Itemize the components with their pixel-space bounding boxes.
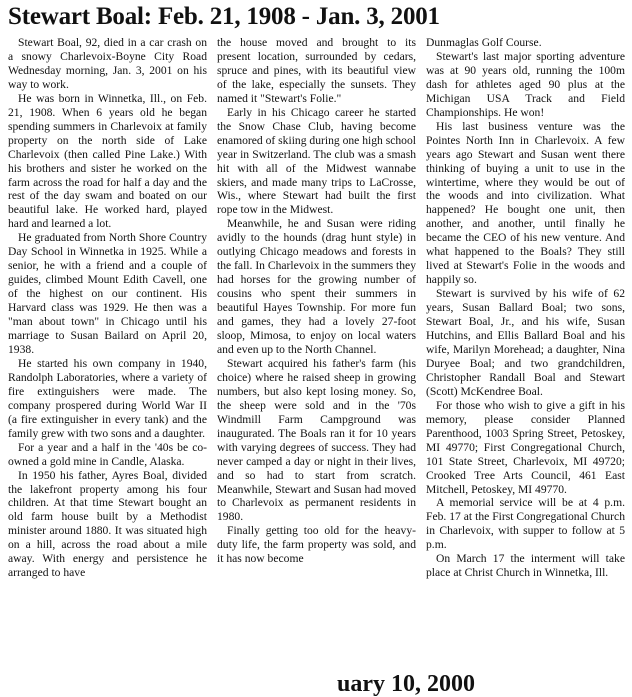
article-paragraph: He graduated from North Shore Country Day School in Winnetka in 1925. While a senior, he with a friend and a couple of guides, climbed Mount Edith Cavell, one of the highest on our continent. His Harvard class was 1929. He then was a "man about town" in Chicago until his marriage to Susan Bailard on April 20, 1938. [8, 231, 207, 356]
article-paragraph: Finally getting too old for the heavy-duty life, the farm property was sold, and it has now become [217, 524, 416, 566]
article-paragraph: Stewart acquired his father's farm (his choice) where he raised sheep in growing numbers, but also kept losing money. So, the sheep were sold and in the '70s Windmill Farm Campground was inaugurated. The Boals ran it for 10 years with varying degrees of success. They had never camped a day or night in their lives, and so had to start from scratch. Meanwhile, Stewart and Susan had moved to Charlevoix as permanent residents in 1980. [217, 356, 416, 524]
column-3 [426, 36, 625, 580]
article-paragraph: Meanwhile, he and Susan were riding avidly to the hounds (drag hunt style) in outlying Chicago meadows and forests in the fall. In Charlevoix in the summers they had horses for the growing number of cousins who spent their summers in beautiful Hayes Township. For more fun and games, they had a lovely 27-foot sloop, Mimosa, to enjoy on local waters and even up to the North Channel. [217, 217, 416, 356]
article-paragraph: A memorial service will be at 4 p.m. Feb. 17 at the First Congregational Church in Charlevoix, with supper to follow at 5 p.m. [426, 496, 625, 552]
article-paragraph: For a year and a half in the '40s be co-owned a gold mine in Candle, Alaska. [8, 440, 207, 468]
article-paragraph: In 1950 his father, Ayres Boal, divided the lakefront property among his four children. At that time Stewart bought an old farm house built by a Methodist minister around 1880. It was situated high on a hill, across the road about a mile away. With energy and persistence he arranged to have [8, 468, 207, 580]
article-paragraph: Dunmaglas Golf Course. [426, 36, 542, 49]
article-paragraph: His last business venture was the Pointes North Inn in Charlevoix. A few years ago Stewart and Susan went there thinking of buying a unit to use in the wintertime, where they would be out of the woods and into civilization. What happened? He bought one unit, then another, and another, until finally he became the CEO of his new venture. And what happened to the Boals? They still lived at Stewart's Folie in the woods and happily so. [426, 119, 625, 287]
column-1 [8, 36, 207, 580]
headline: Stewart Boal: Feb. 21, 1908 - Jan. 3, 2001 [8, 3, 440, 30]
article-paragraph: Early in his Chicago career he started the Snow Chase Club, having become enamored of skiing during one high school year in Switzerland. The club was a smash hit with all of the Midwest wannabe skiers, and made many trips to LaCrosse, Wis., where Stewart had built the first rope tow in the Midwest. [217, 105, 416, 217]
article-paragraph: He was born in Winnetka, Ill., on Feb. 21, 1908. When 6 years old he began spending summers in Charlevoix at family property on the north side of Lake Charlevoix (then called Pine Lake.) With his brothers and sister he worked on the farm across the road for half a day and the rest of the day swam and boated on our beautiful lake. He worked hard, played hard and learned a lot. [8, 91, 207, 231]
article-paragraph: Stewart Boal, 92, died in a car crash on a snowy Charlevoix-Boyne City Road Wednesday morning, Jan. 3, 2001 on his way to work. [8, 36, 207, 91]
article-paragraph: the house moved and brought to its present location, surrounded by cedars, spruce and pines, with its beautiful view of the lake, especially the sunsets. They named it "Stewart's Folie." [217, 36, 416, 105]
footer-fragment: uary 10, 2000 [337, 671, 475, 697]
article-paragraph: On March 17 the interment will take place at Christ Church in Winnetka, Ill. [426, 552, 625, 580]
cut-off-footer [0, 671, 632, 697]
column-2 [217, 36, 416, 566]
article-paragraph: Stewart's last major sporting adventure was at 90 years old, running the 100m dash for athletes aged 90 plus at the Michigan USA Track and Field Championships. He won! [426, 49, 625, 119]
article-body [8, 36, 626, 580]
article-paragraph: Stewart is survived by his wife of 62 years, Susan Ballard Boal; two sons, Stewart Boal, Jr., and his wife, Susan Hutchins, and Ellis Ballard Boal and his wife, Marilyn Morehead; a daughter, Nina Duryee Boal; and two grandchildren, Christopher Randall Boal and Stewart (Scott) McKendree Boal. [426, 287, 625, 398]
article-paragraph: He started his own company in 1940, Randolph Laboratories, where a variety of fire extinguishers were made. The company prospered during World War II (a fire extinguisher in every tank) and the family grew with two sons and a daughter. [8, 356, 207, 440]
article-paragraph: For those who wish to give a gift in his memory, please consider Planned Parenthood, 1003 Spring Street, Petoskey, MI 49770; First Congregational Church, 101 State Street, Charlevoix, MI 49720; Crooked Tree Arts Council, 461 East Mitchell, Petoskey, MI 49770. [426, 398, 625, 496]
